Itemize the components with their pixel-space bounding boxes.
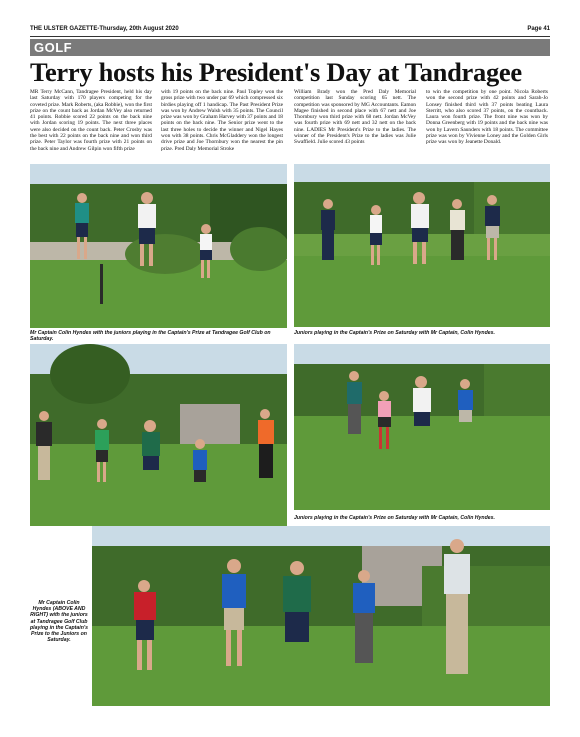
article-column-3 xyxy=(294,89,416,159)
section-label: GOLF xyxy=(34,40,73,55)
photo-caption-4: Juniors playing in the Captain's Prize on Saturday with Mr Captain, Colin Hyndes. xyxy=(294,515,495,521)
column-text: to win the competition by one point. Nicola Roberts won the second prize with 42 points and Sarah-Jo Lonsey finished third with 37 points beating Laura Sterritt, who also scored 37 points, on the countback. Laura won fourth prize. The front nine was won by Donna Greenberg with 19 points and the back nine was won by Lavern Saunders with 18 points. The committee prize was won by Vivienne Loney and the Golden Girls prize was won by Jeanette Donald. xyxy=(426,89,548,146)
photo-juniors-captain-4 xyxy=(294,344,550,510)
column-text: MR Terry McCann, Tandragee President, held his day last Saturday with 170 players competing for the coveted prize. Mark Roberts, (aka Robbie), won the first prize on the count back as Jordan McVey also returned 41 points. Robbie scored 22 points on the back nine with Jordan scoring 19 points. The next three places were also decided on the count back. Peter Crosby was the best with 22 points on the back nine and won third prize. Peter Taylor was fourth prize with 21 points on the back nine and Andrew Gilpin won fifth prize xyxy=(30,89,152,152)
header-rule xyxy=(30,36,550,37)
photo-juniors-captain-5 xyxy=(92,526,550,706)
photo-juniors-captain-1 xyxy=(30,164,287,328)
column-text: with 19 points on the back nine. Paul Topley won the gross prize with two under par 69 which compressed six birdies playing off 1 handicap. The Past President Prize was won by Andrew Walsh with 35 points. The Council prize was won by Graham Harvey with 37 points and 18 points on the back nine. The Senior prize went to the last three holes to decide the winner and Nigel Hayes won with 38 points. Chris McGladdery won the longest drive prize and Joe Thornbury won the nearest the pin prize. Pred Daly Memorial Stroke xyxy=(161,89,283,152)
page-header xyxy=(30,24,550,36)
photo-caption-5: Mr Captain Colin Hyndes (ABOVE AND RIGHT) with the juniors at Tandragee Golf Club playing in the Captain's Prize to the Juniors on Saturday. xyxy=(30,600,89,644)
photo-caption-2: Juniors playing in the Captain's Prize on Saturday with Mr Captain, Colin Hyndes. xyxy=(294,330,495,336)
headline: Terry hosts his President's Day at Tandragee xyxy=(30,57,522,87)
page-number: Page 41 xyxy=(527,26,550,32)
column-text: William Brady won the Pred Daly Memorial competition last Sunday scoring 65 nett. The competition was sponsored by MG Accountants. Eamon Magee finished in second place with 67 nett and Joe Thornbury won third prize with 68 nett. Jordan McVey was fourth prize with 69 nett and 32 nett on the back nine. LADIES Mr President's Prize to the ladies. The winner of the President's Prize to the ladies was Julie Swaffield. Julie scored 43 points xyxy=(294,89,416,146)
section-banner xyxy=(30,39,550,56)
publication-line: THE ULSTER GAZETTE-Thursday, 20th August 2020 xyxy=(30,26,179,32)
photo-caption-1: Mr Captain Colin Hyndes with the juniors playing in the Captain's Prize at Tandragee Golf Club on Saturday. xyxy=(30,330,271,343)
article-column-2 xyxy=(161,89,283,159)
photo-juniors-captain-3 xyxy=(30,344,287,526)
article-column-4 xyxy=(426,89,548,159)
photo-juniors-captain-2 xyxy=(294,164,550,327)
article-column-1 xyxy=(30,89,152,159)
